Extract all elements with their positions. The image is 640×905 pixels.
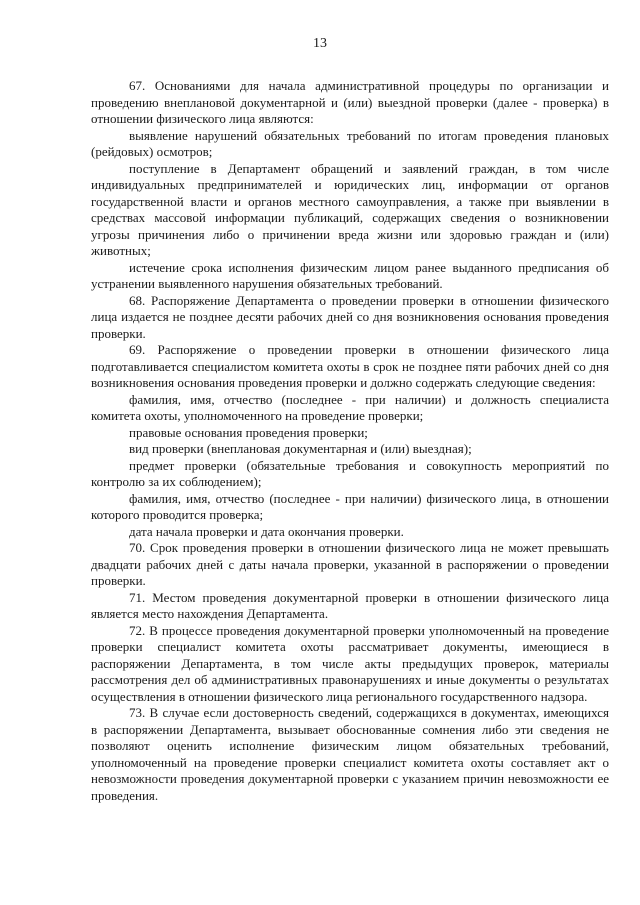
paragraph-67: 67. Основаниями для начала административной процедуры по организации и проведению внеплановой документарной и (или) выездной проверки (далее - проверка) в отношении физического лица являются: [91,78,609,126]
paragraph-68: 68. Распоряжение Департамента о проведении проверки в отношении физического лица издается не позднее десяти рабочих дней со дня возникновения основания проведения проверки. [91,292,609,341]
paragraph-71: 71. Местом проведения документарной проверки в отношении физического лица является место нахождения Департамента. [91,589,609,621]
paragraph-67-item-1: выявление нарушений обязательных требований по итогам проведения плановых (рейдовых) осмотров; [91,127,609,159]
paragraph-69-item-3: вид проверки (внеплановая документарная и (или) выездная); [129,441,472,456]
paragraph-69: 69. Распоряжение о проведении проверки в отношении физического лица подготавливается специалистом комитета охоты в срок не позднее пяти рабочих дней со дня возникновения основания проведения проверки и должно содержать следующие сведения: [91,342,609,390]
paragraph-69-item-2: правовые основания проведения проверки; [129,424,368,440]
paragraph-69-item-6: дата начала проверки и дата окончания проверки. [129,523,404,539]
page-number: 13 [313,36,327,51]
paragraph-69-item-5: фамилия, имя, отчество (последнее - при наличии) физического лица, в отношении которого проводится проверка; [91,490,609,522]
paragraph-70: 70. Срок проведения проверки в отношении физического лица не может превышать двадцати рабочих дней с даты начала проверки, указанной в распоряжении о проведении проверки. [91,540,609,588]
paragraph-67-item-2: поступление в Департамент обращений и заявлений граждан, в том числе индивидуальных предпринимателей и юридических лиц, информации от органов государственной власти и органов местного самоуправления, а также при выявлении в средствах массовой информации публикаций, содержащих сведения о возникновении угрозы причинения либо о причинении вреда жизни или здоровью граждан и (или) животных; [91,160,609,258]
document-body [91,78,609,804]
paragraph-69-item-4: предмет проверки (обязательные требования и совокупность мероприятий по контролю за их соблюдением); [91,457,609,489]
paragraph-72: 72. В процессе проведения документарной проверки уполномоченный на проведение проверки специалист комитета охоты рассматривает документы, имеющиеся в распоряжении Департамента, в том числе акты предыдущих проверок, материалы рассмотрения дел об административных правонарушениях и иные документы о результатах осуществления в отношении физического лица регионального государственного надзора. [91,622,609,704]
paragraph-67-item-3: истечение срока исполнения физическим лицом ранее выданного предписания об устранении выявленного нарушения обязательных требований. [91,259,609,291]
paragraph-73: 73. В случае если достоверность сведений, содержащихся в документах, имеющихся в распоряжении Департамента, вызывает обоснованные сомнения либо эти сведения не позволяют оценить исполнение физическим лицом обязательных требований, уполномоченный на проведение проверки специалист комитета охоты составляет акт о невозможности проведения документарной проверки с указанием причин невозможности ее проведения. [91,705,609,803]
paragraph-69-item-1: фамилия, имя, отчество (последнее - при наличии) и должность специалиста комитета охоты, уполномоченного на проведение проверки; [91,391,609,423]
